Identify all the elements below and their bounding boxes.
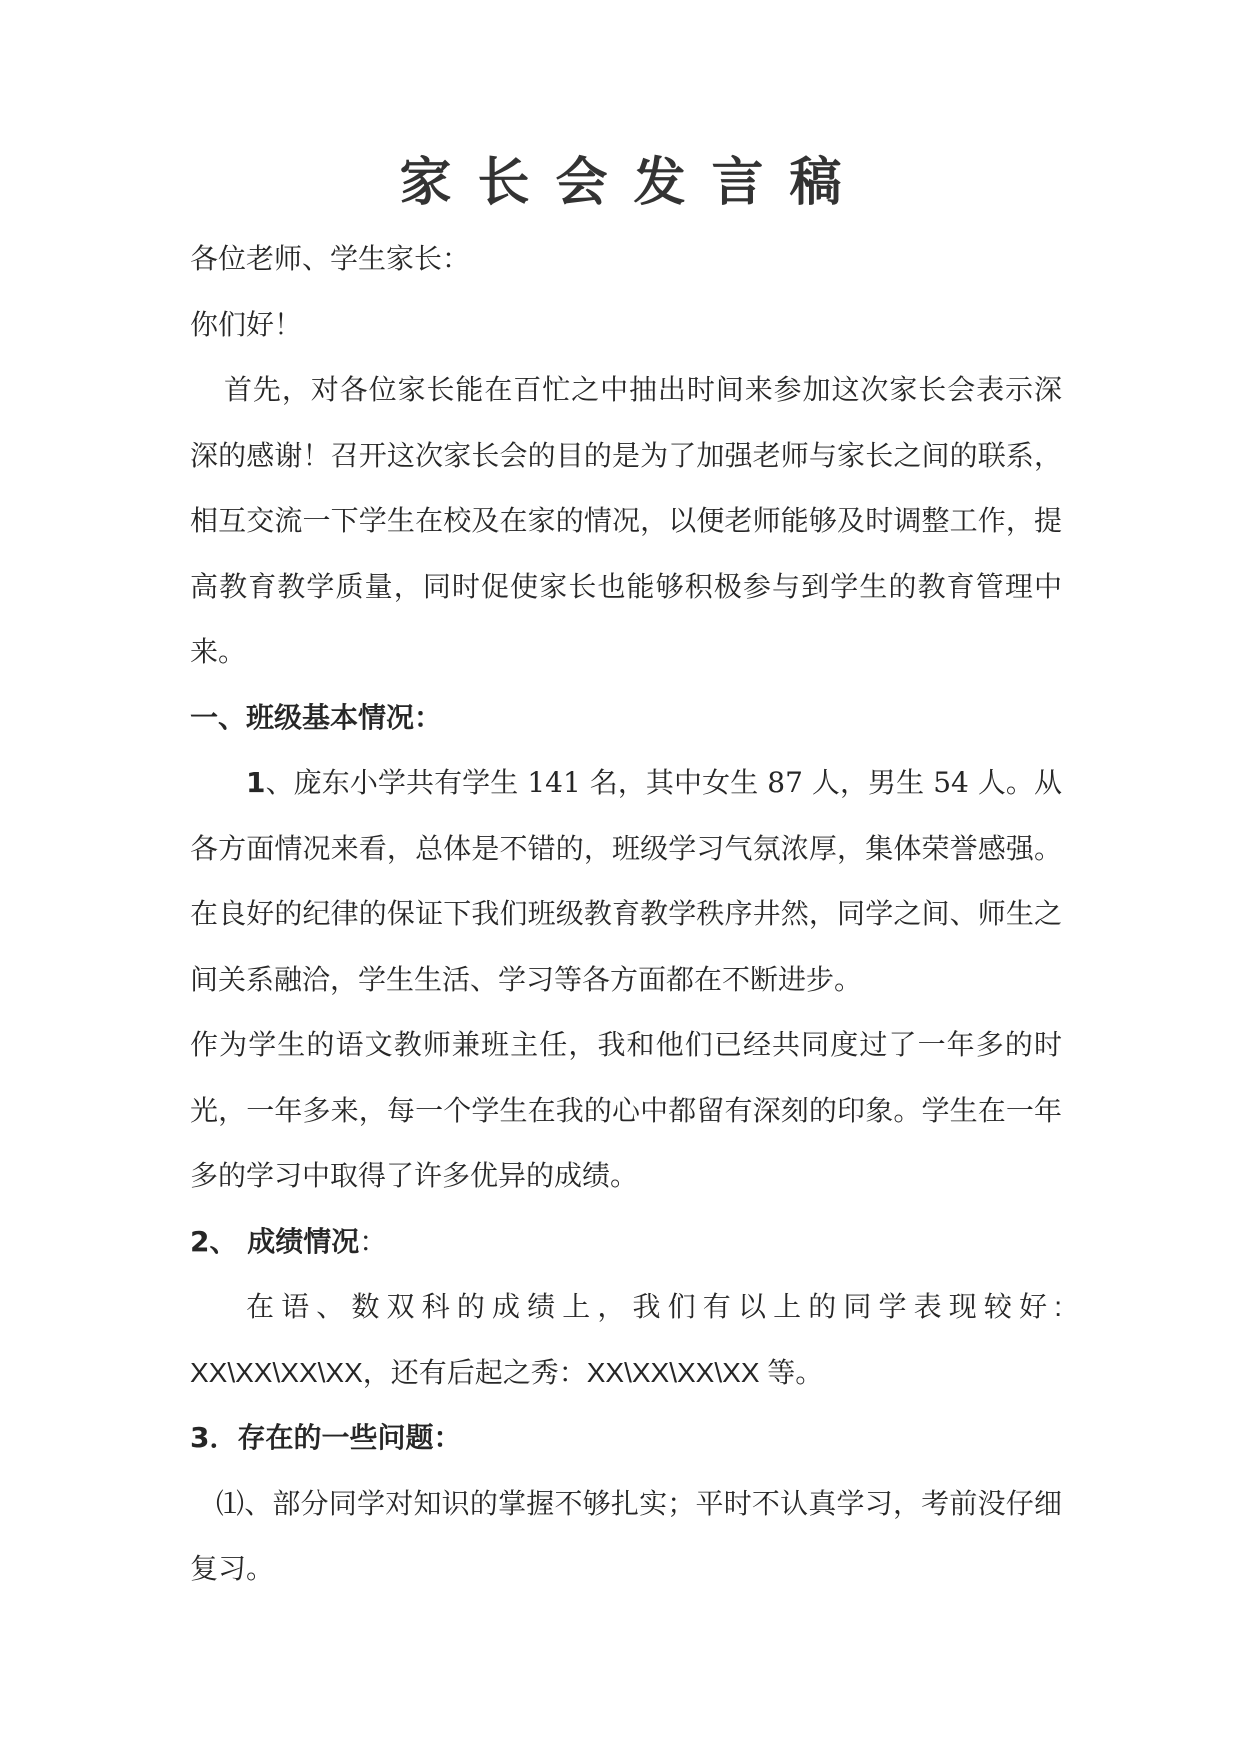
point-1-number: 1 <box>246 766 266 799</box>
greeting: 你们好！ <box>190 307 303 341</box>
section-heading-class-overview: 一、班级基本情况： <box>190 700 443 734</box>
point-2-colon: ： <box>359 1224 388 1258</box>
point-3-heading: 3．存在的一些问题： <box>190 1421 462 1454</box>
point-2-paragraph: 在语、数双科的成绩上，我们有以上的同学表现较好: XX\XX\XX\XX，还有后起之秀：XX\XX\XX\XX 等。 <box>190 1291 1062 1388</box>
intro-paragraph: 首先，对各位家长能在百忙之中抽出时间来参加这次家长会表示深深的感谢！召开这次家长会的目的是为了加强老师与家长之间的联系，相互交流一下学生在校及在家的情况，以便老师能够及时调整工作，提高教育教学质量，同时促使家长也能够积极参与到学生的教育管理中来。 <box>190 373 1062 668</box>
teacher-paragraph: 作为学生的语文教师兼班主任，我和他们已经共同度过了一年多的时光，一年多来，每一个学生在我的心中都留有深刻的印象。学生在一年多的学习中取得了许多优异的成绩。 <box>190 1028 1062 1192</box>
point-1-text: 、庞东小学共有学生 141 名，其中女生 87 人，男生 54 人。从各方面情况来看，总体是不错的，班级学习气氛浓厚，集体荣誉感强。在良好的纪律的保证下我们班级教育教学秩序井然，同学之间、师生之间关系融洽，学生生活、学习等各方面都在不断进步。 <box>190 766 1062 996</box>
point-2-heading-line <box>190 1209 1062 1275</box>
point-1-paragraph <box>190 750 1062 1012</box>
point-2-heading: 2、 成绩情况 <box>190 1224 360 1258</box>
document-body <box>190 226 1062 1602</box>
salutation: 各位老师、学生家长： <box>190 242 471 275</box>
document-title: 家长会发言稿 <box>399 152 868 213</box>
problem-1-paragraph: ⑴、部分同学对知识的掌握不够扎实；平时不认真学习，考前没仔细复习。 <box>190 1486 1062 1585</box>
